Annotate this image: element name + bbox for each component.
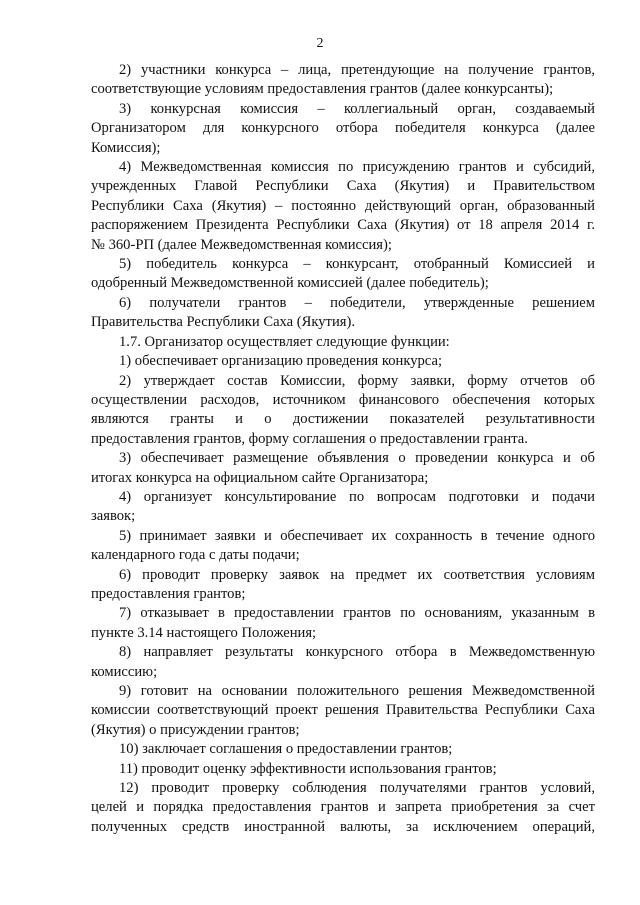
text-line: 6) проводит проверку заявок на предмет их соответствия условиям: [119, 566, 595, 583]
document-body: [91, 61, 595, 837]
text-line: 3) обеспечивает размещение объявления о проведении конкурса и об: [119, 450, 595, 467]
paragraph: [91, 449, 595, 488]
paragraph: [91, 566, 595, 605]
text-line: 4) Межведомственная комиссия по присуждению грантов и субсидий,: [119, 159, 595, 176]
paragraph: [91, 333, 595, 352]
text-line: предоставления грантов, форму соглашения о предоставлении гранта.: [91, 430, 528, 447]
text-line: 6) получатели грантов – победители, утвержденные решением: [119, 294, 595, 311]
text-line: Правительства Республики Саха (Якутия).: [91, 314, 355, 331]
paragraph: [91, 740, 595, 759]
paragraph: [91, 760, 595, 779]
text-line: 8) направляет результаты конкурсного отбора в Межведомственную: [119, 644, 595, 661]
text-line: целей и порядка предоставления грантов и запрета приобретения за счет: [91, 799, 595, 816]
paragraph: [91, 255, 595, 294]
text-line: 1) обеспечивает организацию проведения конкурса;: [119, 353, 442, 370]
text-line: (Якутия) о присуждении грантов;: [91, 721, 300, 738]
text-line: 3) конкурсная комиссия – коллегиальный орган, создаваемый: [119, 100, 595, 117]
text-line: календарного года с даты подачи;: [91, 547, 300, 564]
text-line: № 360-РП (далее Межведомственная комиссия);: [91, 236, 392, 253]
paragraph: [91, 294, 595, 333]
page-number: 2: [316, 36, 324, 51]
text-line: комиссию;: [91, 663, 158, 680]
paragraph: [91, 779, 595, 837]
paragraph: [91, 682, 595, 740]
text-line: одобренный Межведомственной комиссией (далее победитель);: [91, 275, 489, 292]
text-line: 5) победитель конкурса – конкурсант, отобранный Комиссией и: [119, 256, 595, 273]
paragraph: [91, 352, 595, 371]
text-line: соответствующие условиям предоставления грантов (далее конкурсанты);: [91, 81, 554, 98]
text-line: являются гранты и о достижении показателей результативности: [91, 411, 595, 428]
paragraph: [91, 158, 595, 255]
paragraph: [91, 372, 595, 450]
text-line: 9) готовит на основании положительного решения Межведомственной: [119, 683, 595, 699]
text-line: 5) принимает заявки и обеспечивает их сохранность в течение одного: [119, 527, 595, 544]
text-line: 7) отказывает в предоставлении грантов по основаниям, указанным в: [119, 605, 595, 622]
text-line: учрежденных Главой Республики Саха (Якутия) и Правительством: [91, 178, 595, 195]
paragraph: [91, 100, 595, 158]
text-line: 10) заключает соглашения о предоставлении грантов;: [119, 741, 453, 758]
text-line: комиссии соответствующий проект решения Правительства Республики Саха: [91, 702, 595, 719]
text-line: 1.7. Организатор осуществляет следующие функции:: [119, 333, 450, 350]
text-line: Комиссия);: [91, 139, 161, 156]
text-line: 2) утверждает состав Комиссии, форму заявки, форму отчетов об: [119, 372, 595, 389]
text-line: 11) проводит оценку эффективности использования грантов;: [119, 760, 497, 777]
text-line: распоряжением Президента Республики Саха (Якутия) от 18 апреля 2014 г.: [91, 217, 595, 234]
text-line: 4) организует консультирование по вопросам подготовки и подачи: [119, 488, 595, 505]
text-line: Республики Саха (Якутия) – постоянно действующий орган, образованный: [91, 197, 595, 214]
paragraph: [91, 604, 595, 643]
text-line: 12) проводит проверку соблюдения получателями грантов условий,: [119, 780, 595, 797]
text-line: полученных средств иностранной валюты, за исключением операций,: [91, 818, 595, 835]
paragraph: [91, 488, 595, 527]
text-line: предоставления грантов;: [91, 585, 246, 602]
text-line: пункте 3.14 настоящего Положения;: [91, 624, 317, 641]
text-line: итогах конкурса на официальном сайте Организатора;: [91, 469, 429, 486]
paragraph: [91, 643, 595, 682]
text-line: осуществлении расходов, источником финансового обеспечения которых: [91, 391, 595, 408]
text-line: Организатором для конкурсного отбора победителя конкурса (далее: [91, 120, 595, 137]
text-line: 2) участники конкурса – лица, претендующие на получение грантов,: [119, 62, 595, 78]
paragraph: [91, 61, 595, 100]
text-line: заявок;: [91, 508, 136, 525]
paragraph: [91, 527, 595, 566]
